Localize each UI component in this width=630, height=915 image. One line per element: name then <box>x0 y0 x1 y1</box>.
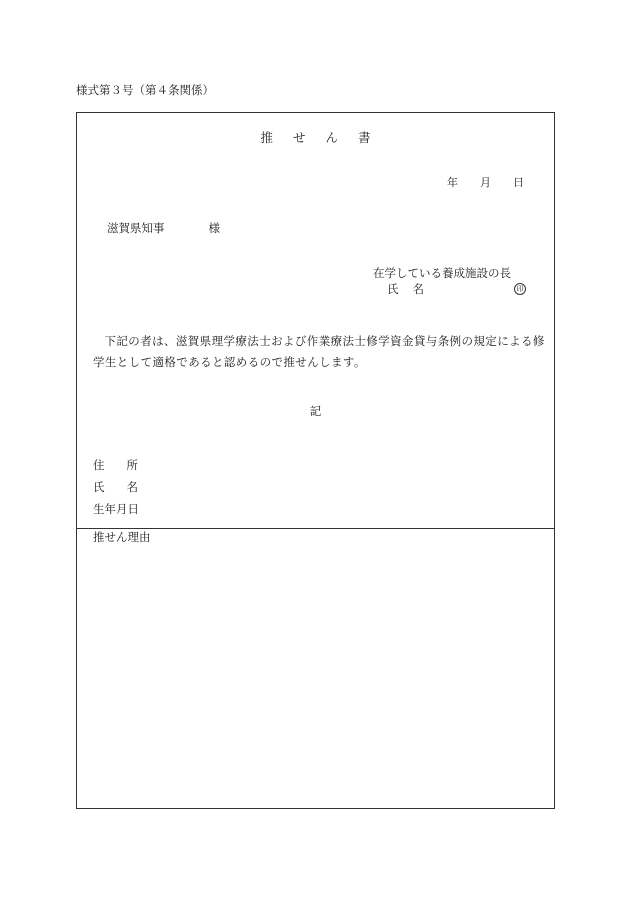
recommendation-statement: 下記の者は、滋賀県理学療法士および作業療法士修学資金貸与条例の規定による修学生として適格であると認めるので推せんします。 <box>93 334 545 369</box>
field-name <box>93 479 138 495</box>
addressee-name: 滋賀県知事 <box>107 221 165 235</box>
title-char: ん <box>325 130 339 145</box>
date-year: 年 <box>447 176 458 189</box>
addressee-honorific: 様 <box>208 221 220 235</box>
reason-label: 推せん理由 <box>93 530 151 544</box>
title-char: 書 <box>358 130 371 145</box>
form-lower-section <box>77 529 554 808</box>
form-upper-section <box>77 113 554 529</box>
field-char: 所 <box>126 458 138 472</box>
date-line <box>425 174 524 190</box>
title-char: 推 <box>260 130 273 145</box>
form-title <box>77 128 554 146</box>
seal-icon: 印 <box>514 283 526 295</box>
issuer-name-label <box>387 281 424 297</box>
recommendation-form <box>76 112 555 809</box>
issuer-name-char: 名 <box>412 282 424 296</box>
field-birthdate: 生年月日 <box>93 502 139 516</box>
issuer-organization: 在学している養成施設の長 <box>373 266 511 280</box>
field-address <box>93 457 138 473</box>
form-number: 様式第３号（第４条関係） <box>76 83 214 97</box>
field-char: 名 <box>126 480 138 494</box>
date-day: 日 <box>513 176 524 189</box>
field-char: 氏 <box>93 480 105 494</box>
title-char: せ <box>292 130 306 145</box>
field-char: 住 <box>93 458 105 472</box>
date-month: 月 <box>480 176 491 189</box>
ki-heading: 記 <box>309 404 322 418</box>
issuer-name-char: 氏 <box>387 282 399 296</box>
addressee <box>107 220 220 236</box>
